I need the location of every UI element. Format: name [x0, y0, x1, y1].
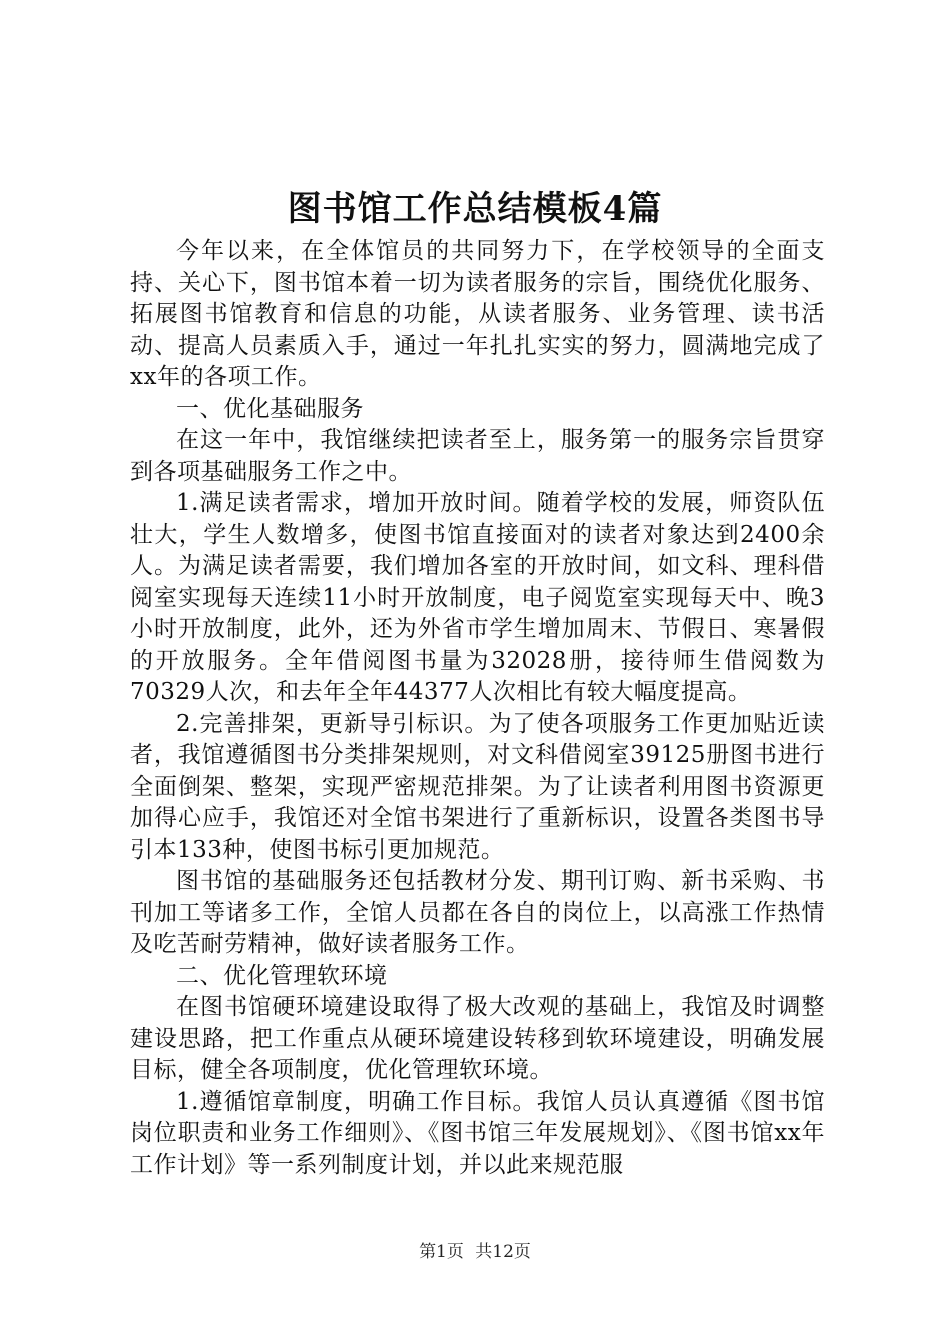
- page-title: 图书馆工作总结模板4篇: [287, 189, 663, 229]
- paragraph-item-1-2: 2.完善排架，更新导引标识。为了使各项服务工作更加贴近读者，我馆遵循图书分类排架规则，对文科借阅室39125册图书进行全面倒架、整架，实现严密规范排架。为了让读者利用图书资源更加得心应手，我馆还对全馆书架进行了重新标识，设置各类图书导引本133种，使图书标引更加规范。: [130, 710, 825, 863]
- page-number: 第1页: [419, 1242, 464, 1262]
- paragraph-item-2-1: 1.遵循馆章制度，明确工作目标。我馆人员认真遵循《图书馆岗位职责和业务工作细则》、《图书馆三年发展规划》、《图书馆xx年工作计划》等一系列制度计划，并以此来规范服: [130, 1088, 825, 1178]
- document-body: [130, 236, 825, 1181]
- page-footer: [0, 1240, 950, 1264]
- section-heading-2: 二、优化管理软环境: [176, 962, 388, 989]
- paragraph-intro: 今年以来，在全体馆员的共同努力下，在学校领导的全面支持、关心下，图书馆本着一切为读者服务的宗旨，围绕优化服务、拓展图书馆教育和信息的功能，从读者服务、业务管理、读书活动、提高人员素质入手，通过一年扎扎实实的努力，圆满地完成了xx年的各项工作。: [130, 238, 825, 390]
- page-total: 共12页: [475, 1242, 531, 1262]
- paragraph-section-1-summary: 图书馆的基础服务还包括教材分发、期刊订购、新书采购、书刊加工等诸多工作，全馆人员都在各自的岗位上，以高涨工作热情及吃苦耐劳精神，做好读者服务工作。: [130, 868, 825, 957]
- paragraph-section-1-intro: 在这一年中，我馆继续把读者至上，服务第一的服务宗旨贯穿到各项基础服务工作之中。: [130, 427, 825, 485]
- paragraph-section-2-intro: 在图书馆硬环境建设取得了极大改观的基础上，我馆及时调整建设思路，把工作重点从硬环境建设转移到软环境建设，明确发展目标，健全各项制度，优化管理软环境。: [130, 994, 825, 1083]
- paragraph-item-1-1: 1.满足读者需求，增加开放时间。随着学校的发展，师资队伍壮大，学生人数增多，使图书馆直接面对的读者对象达到2400余人。为满足读者需要，我们增加各室的开放时间，如文科、理科借阅室实现每天连续11小时开放制度，电子阅览室实现每天中、晚3小时开放制度，此外，还为外省市学生增加周末、节假日、寒暑假的开放服务。全年借阅图书量为32028册，接待师生借阅数为70329人次，和去年全年44377人次相比有较大幅度提高。: [130, 490, 825, 705]
- section-heading-1: 一、优化基础服务: [176, 395, 364, 422]
